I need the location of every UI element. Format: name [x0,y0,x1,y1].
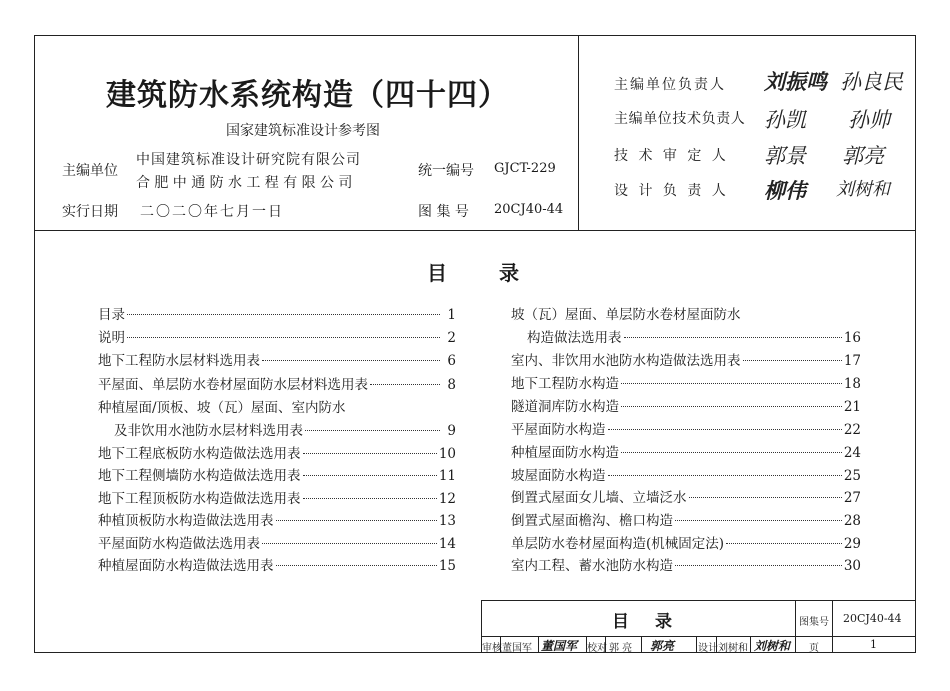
signature-4a: 柳伟 [764,178,806,203]
toc-entry-text: 目录 [98,307,125,323]
resp-role-3: 技 术 审 定 人 [614,148,729,164]
title-block-vline [538,636,539,653]
leader-dots [276,565,437,566]
toc-entry[interactable] [511,420,861,440]
toc-entry-text: 种植顶板防水构造做法选用表 [98,513,274,529]
leader-dots [303,475,437,476]
signature-1a: 刘振鸣 [764,69,827,94]
title-block-atlas-label: 图集号 [799,617,829,628]
toc-entry-page: 1 [447,307,456,323]
toc-entry-page: 2 [447,330,456,346]
toc-entry[interactable] [98,511,456,531]
toc-entry[interactable] [511,511,861,531]
toc-entry[interactable] [511,534,861,554]
leader-dots [624,337,842,338]
toc-entry-text: 单层防水卷材屋面构造(机械固定法) [511,536,725,552]
title-block-vline [696,636,697,653]
toc-entry-text: 构造做法选用表 [527,330,622,346]
signature-2b: 孙帅 [848,108,890,132]
leader-dots [305,430,440,431]
toc-entry-text: 坡屋面防水构造 [511,468,606,484]
title-block-vline [795,600,796,653]
editor-unit-1: 中国建筑标准设计研究院有限公司 [136,152,361,168]
toc-entry-page: 27 [843,490,861,506]
toc-entry-page: 29 [843,536,861,552]
toc-entry[interactable] [511,488,861,508]
leader-dots [262,360,440,361]
signature-4b: 刘树和 [836,179,890,200]
toc-entry[interactable] [98,534,456,554]
toc-entry-page: 8 [447,377,456,393]
toc-entry-text: 说明 [98,330,125,346]
toc-entry[interactable] [511,397,861,417]
check-name: 郭 亮 [609,643,633,654]
toc-entry[interactable] [98,556,456,576]
toc-entry-text: 种植屋面防水构造做法选用表 [98,558,274,574]
signature-3b: 郭亮 [842,144,884,168]
header-vertical-divider [578,35,579,231]
toc-entry-page: 28 [843,513,861,529]
toc-entry-page: 13 [438,513,456,529]
leader-dots [621,406,842,407]
toc-entry-page: 12 [438,491,456,507]
toc-entry[interactable] [98,466,456,486]
toc-entry[interactable] [114,421,456,441]
toc-entry-page: 30 [843,558,861,574]
toc-entry[interactable] [527,328,861,348]
toc-entry-page: 15 [438,558,456,574]
toc-entry-page: 6 [447,353,456,369]
signature-2a: 孙凯 [764,108,806,132]
toc-entry-text: 地下工程防水层材料选用表 [98,353,260,369]
design-label: 设计 [698,643,718,654]
leader-dots [276,520,437,521]
toc-entry-text: 平屋面、单层防水卷材屋面防水层材料选用表 [98,377,368,393]
design-name: 刘树和 [718,643,748,654]
toc-entry-page: 17 [843,353,861,369]
review-name: 董国军 [502,643,532,654]
toc-entry-page: 21 [843,399,861,415]
leader-dots [262,543,437,544]
toc-entry-page: 9 [447,423,456,439]
leader-dots [303,498,437,499]
leader-dots [608,429,842,430]
unified-no-label: 统一编号 [418,163,474,179]
toc-entry-text: 平屋面防水构造 [511,422,606,438]
design-signature: 刘树和 [754,639,791,653]
toc-entry-text: 种植屋面防水构造 [511,445,619,461]
toc-entry-page: 10 [438,446,456,462]
resp-role-1: 主编单位负责人 [614,77,726,93]
leader-dots [608,475,842,476]
leader-dots [689,497,842,498]
signature-1b: 孙良民 [840,70,903,94]
signature-3a: 郭景 [764,144,806,168]
review-label: 审核 [482,643,502,654]
toc-entry-text: 室内、非饮用水池防水构造做法选用表 [511,353,741,369]
toc-entry-text: 地下工程防水构造 [511,376,619,392]
leader-dots [675,565,842,566]
leader-dots [726,543,842,544]
leader-dots [743,360,842,361]
toc-entry-text: 地下工程底板防水构造做法选用表 [98,446,301,462]
leader-dots [370,384,440,385]
toc-entry[interactable] [511,443,861,463]
toc-entry-text: 隧道洞库防水构造 [511,399,619,415]
atlas-title: 建筑防水系统构造（四十四） [106,78,509,113]
page-label: 页 [809,643,819,654]
toc-entry[interactable] [98,328,456,348]
title-block-title: 目录 [612,612,698,632]
toc-entry-page: 14 [438,536,456,552]
atlas-subtitle: 国家建筑标准设计参考图 [226,123,380,139]
editor-unit-label: 主编单位 [62,163,118,179]
toc-entry-page: 24 [843,445,861,461]
toc-entry-text: 及非饮用水池防水层材料选用表 [114,423,303,439]
leader-dots [127,337,440,338]
toc-entry[interactable] [98,351,456,371]
toc-entry[interactable] [511,351,861,371]
toc-entry-text: 地下工程顶板防水构造做法选用表 [98,491,301,507]
title-block-vline [832,600,833,653]
toc-entry[interactable] [511,374,861,394]
toc-entry[interactable] [98,489,456,509]
leader-dots [621,383,842,384]
toc-entry[interactable] [98,305,456,325]
toc-entry[interactable] [98,444,456,464]
toc-entry-text: 倒置式屋面女儿墙、立墙泛水 [511,490,687,506]
toc-entry[interactable] [511,466,861,486]
atlas-no-label: 图 集 号 [418,204,469,220]
resp-role-2: 主编单位技术负责人 [614,111,746,127]
toc-entry-page: 25 [843,468,861,484]
title-block-vline [641,636,642,653]
toc-entry-page: 11 [438,468,456,484]
unified-no: GJCT-229 [494,161,556,176]
atlas-no: 20CJ40-44 [494,202,564,217]
check-signature: 郭亮 [650,639,675,653]
editor-unit-2: 合肥中通防水工程有限公司 [136,175,357,191]
review-signature: 董国军 [541,639,578,653]
leader-dots [303,453,437,454]
toc-entry-text: 坡（瓦）屋面、单层防水卷材屋面防水 [511,307,741,323]
resp-role-4: 设 计 负 责 人 [614,183,729,199]
leader-dots [127,314,440,315]
header-divider [34,230,916,231]
toc-entry-page: 22 [843,422,861,438]
effective-date: 二〇二〇年七月一日 [140,204,284,220]
toc-title: 目录 [427,261,571,285]
toc-entry-text: 倒置式屋面檐沟、檐口构造 [511,513,673,529]
toc-entry-text: 室内工程、蓄水池防水构造 [511,558,673,574]
leader-dots [621,452,842,453]
toc-entry[interactable] [511,556,861,576]
leader-dots [675,520,842,521]
check-label: 校对 [587,643,607,654]
toc-entry-page: 18 [843,376,861,392]
title-block-vline [750,636,751,653]
toc-entry-page: 16 [843,330,861,346]
effective-date-label: 实行日期 [62,204,118,220]
toc-entry-text: 平屋面防水构造做法选用表 [98,536,260,552]
page-number: 1 [870,638,877,651]
toc-entry-text: 地下工程侧墙防水构造做法选用表 [98,468,301,484]
title-block-atlas-no: 20CJ40-44 [843,612,902,625]
toc-entry[interactable] [98,375,456,395]
toc-entry-text: 种植屋面/顶板、坡（瓦）屋面、室内防水 [98,400,346,416]
